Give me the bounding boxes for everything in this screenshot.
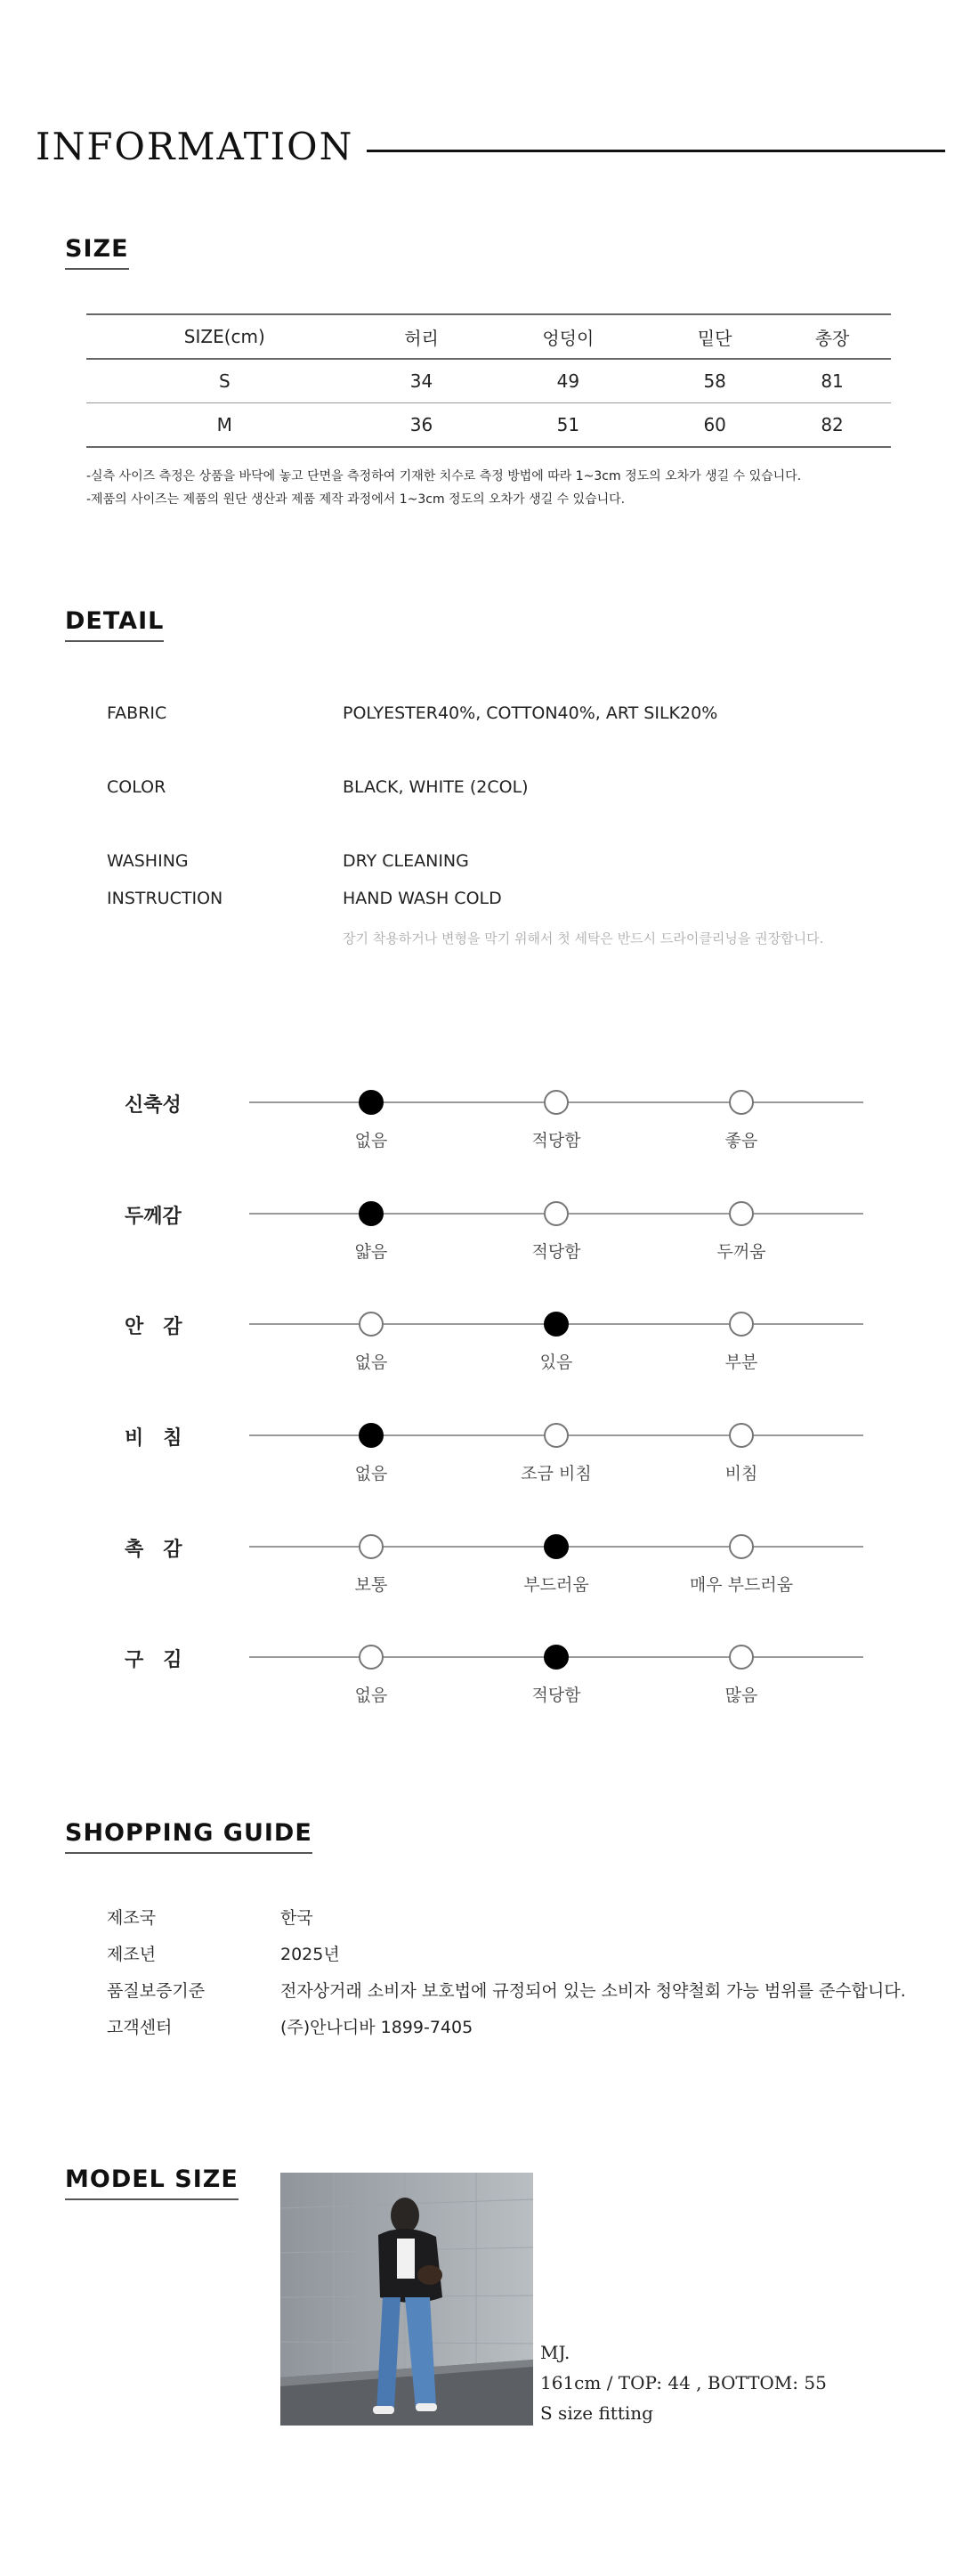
guide-value: 2025년	[280, 1945, 340, 1964]
scale-option-label: 보통	[354, 1575, 388, 1595]
table-cell: 58	[703, 370, 726, 392]
model-photo	[280, 2173, 533, 2426]
scale-option-label: 비침	[724, 1464, 758, 1483]
scale-dot-selected	[359, 1201, 384, 1226]
scale-label: 신축성	[125, 1094, 182, 1117]
guide-value: 전자상거래 소비자 보호법에 규정되어 있는 소비자 청약철회 가능 범위를 준수합니다.	[280, 1981, 906, 2001]
scale-option-label: 부드러움	[523, 1575, 589, 1595]
color-value: BLACK, WHITE (2COL)	[343, 777, 529, 797]
scale-dot-selected	[359, 1423, 384, 1448]
size-table	[86, 313, 891, 448]
table-cell: 36	[409, 414, 433, 435]
table-cell: 51	[556, 414, 580, 435]
table-cell: 34	[409, 370, 433, 392]
washing-label: WASHING	[107, 851, 189, 871]
detail-heading: DETAIL	[65, 607, 164, 642]
scale-dot	[359, 1645, 384, 1670]
scale-option-label: 두꺼움	[716, 1242, 766, 1262]
size-table-header	[86, 314, 891, 359]
table-row	[86, 403, 891, 448]
col-header: 엉덩이	[542, 327, 595, 349]
fabric-value: POLYESTER40%, COTTON40%, ART SILK20%	[343, 703, 718, 723]
model-measurements: 161cm / TOP: 44 , BOTTOM: 55	[540, 2372, 827, 2393]
scale-dot	[729, 1201, 754, 1226]
scale-option-label: 매우 부드러움	[689, 1575, 794, 1595]
table-row	[86, 359, 891, 403]
scale-dot-selected	[544, 1645, 569, 1670]
scale-option-label: 없음	[354, 1686, 388, 1705]
table-cell: 82	[821, 414, 844, 435]
scale-option-label: 적당함	[531, 1131, 581, 1150]
scale-label: 구 김	[125, 1649, 182, 1671]
guide-value: 한국	[280, 1908, 313, 1928]
scale-option-label: 얇음	[354, 1242, 388, 1262]
table-cell: M	[216, 414, 232, 435]
scale-dot-selected	[544, 1312, 569, 1337]
col-header: 총장	[814, 327, 850, 349]
scale-option-label: 많음	[724, 1686, 758, 1705]
guide-label: 제조년	[107, 1945, 157, 1964]
scale-option-label: 부분	[724, 1353, 758, 1372]
size-note: -제품의 사이즈는 제품의 원단 생산과 제품 제작 과정에서 1~3cm 정도의 오차가 생길 수 있습니다.	[86, 492, 626, 507]
model-fitting: S size fitting	[540, 2402, 653, 2424]
color-label: COLOR	[107, 777, 166, 797]
table-cell: 81	[821, 370, 844, 392]
scale-option-label: 좋음	[724, 1131, 758, 1150]
page-title: INFORMATION	[36, 125, 354, 168]
scale-dot	[729, 1312, 754, 1337]
guide-label: 제조국	[107, 1908, 157, 1928]
scale-dot	[729, 1423, 754, 1448]
scale-dot	[359, 1312, 384, 1337]
scale-dot	[729, 1090, 754, 1115]
scale-dot-selected	[359, 1090, 384, 1115]
scale-option-label: 없음	[354, 1464, 388, 1483]
instruction-label: INSTRUCTION	[107, 889, 223, 908]
scale-dot	[729, 1534, 754, 1559]
scale-option-label: 적당함	[531, 1242, 581, 1262]
washing-value: HAND WASH COLD	[343, 889, 502, 908]
scale-dot-selected	[544, 1534, 569, 1559]
guide-label: 품질보증기준	[107, 1981, 206, 2001]
scale-dot	[544, 1423, 569, 1448]
model-size-heading: MODEL SIZE	[65, 2166, 239, 2200]
col-header: SIZE(cm)	[183, 326, 265, 347]
col-header: 허리	[404, 327, 439, 349]
fabric-label: FABRIC	[107, 703, 167, 723]
scale-label: 안 감	[125, 1316, 182, 1338]
scale-label: 두께감	[125, 1206, 182, 1228]
scale-label: 촉 감	[125, 1539, 182, 1561]
scale-option-label: 조금 비침	[521, 1464, 592, 1483]
scale-dot	[729, 1645, 754, 1670]
table-cell: 49	[556, 370, 580, 392]
guide-label: 고객센터	[107, 2018, 173, 2037]
model-name: MJ.	[540, 2342, 570, 2363]
model-photo-image	[280, 2173, 533, 2426]
scale-option-label: 없음	[354, 1353, 388, 1372]
scale-dot	[544, 1201, 569, 1226]
scale-dot	[544, 1090, 569, 1115]
scale-label: 비 침	[125, 1427, 182, 1450]
scale-dot	[359, 1534, 384, 1559]
table-cell: S	[218, 370, 231, 392]
shopping-guide-heading: SHOPPING GUIDE	[65, 1819, 312, 1854]
table-cell: 60	[703, 414, 726, 435]
col-header: 밑단	[697, 327, 732, 349]
size-note: -실측 사이즈 측정은 상품을 바닥에 놓고 단면을 측정하여 기재한 치수로 측정 방법에 따라 1~3cm 정도의 오차가 생길 수 있습니다.	[86, 469, 802, 484]
title-rule	[367, 150, 945, 152]
guide-value: (주)안나디바 1899-7405	[280, 2018, 473, 2037]
washing-value: DRY CLEANING	[343, 851, 469, 871]
size-heading: SIZE	[65, 235, 129, 270]
scale-option-label: 없음	[354, 1131, 388, 1150]
scale-option-label: 있음	[539, 1353, 573, 1372]
washing-note: 장기 착용하거나 변형을 막기 위해서 첫 세탁은 반드시 드라이클리닝을 권장합니다.	[343, 930, 824, 947]
scale-option-label: 적당함	[531, 1686, 581, 1705]
